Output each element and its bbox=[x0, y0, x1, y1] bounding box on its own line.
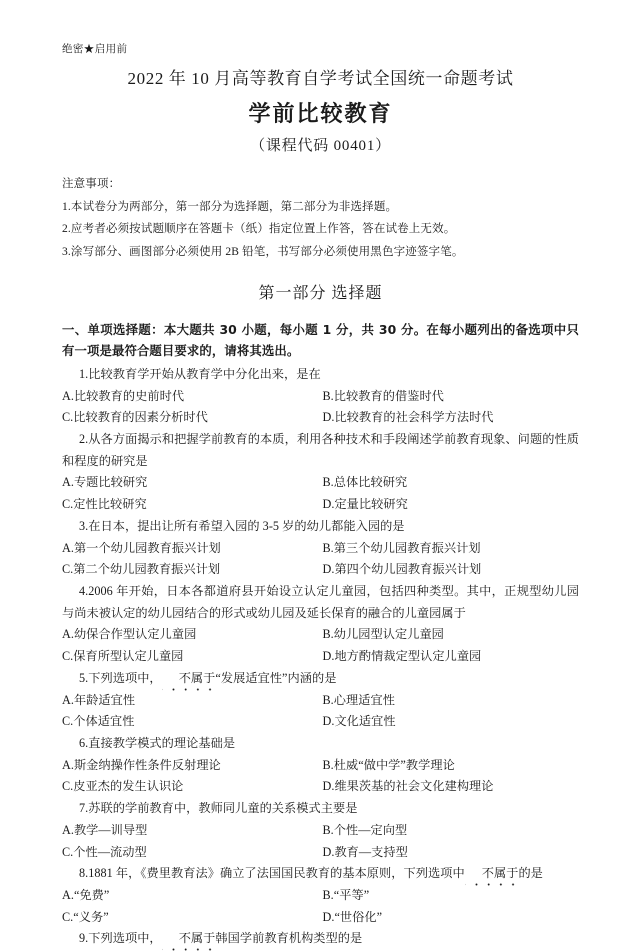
question-1-number: 1. bbox=[79, 366, 89, 381]
question-8-stem bbox=[62, 863, 579, 885]
question-9-number: 9. bbox=[79, 931, 89, 946]
question-6-text: 直接教学模式的理论基础是 bbox=[88, 736, 236, 750]
question-5-stem bbox=[62, 668, 579, 690]
question-7-option-a[interactable]: A.教学—训导型 bbox=[62, 822, 148, 837]
question-3-option-c[interactable]: C.第二个幼儿园教育振兴计划 bbox=[62, 562, 221, 577]
question-8-option-b[interactable]: B.“平等” bbox=[322, 888, 370, 903]
exam-title: 2022 年 10 月高等教育自学考试全国统一命题考试 bbox=[127, 68, 514, 88]
note-item-2: 2.应考者必须按试题顺序在答题卡（纸）指定位置上作答，答在试卷上无效。 bbox=[62, 223, 456, 236]
course-title: 学前比较教育 bbox=[248, 101, 393, 127]
question-6-option-d[interactable]: D.维果茨基的社会文化建构理论 bbox=[322, 779, 494, 794]
question-1-option-c[interactable]: C.比较教育的因素分析时代 bbox=[62, 410, 208, 425]
question-4-options bbox=[62, 624, 579, 667]
question-7-text: 苏联的学前教育中，教师同儿童的关系模式主要是 bbox=[88, 801, 358, 816]
question-3-option-b[interactable]: B.第三个幼儿园教育振兴计划 bbox=[322, 540, 481, 555]
question-7-option-d[interactable]: D.教育—支持型 bbox=[322, 844, 408, 859]
question-4-stem bbox=[62, 581, 579, 624]
question-2-option-d[interactable]: D.定量比较研究 bbox=[322, 497, 408, 512]
question-7-number: 7. bbox=[79, 801, 89, 816]
question-4-text: 2006 年开始，日本各都道府县开始设立认定儿童园，包括四种类型。其中，正规型幼儿园与尚未被认定的幼儿园结合的形式或幼儿园及延长保育的融合的儿童园属于 bbox=[62, 583, 579, 620]
question-5-text-before: 下列选项中， bbox=[88, 670, 162, 685]
note-item-3: 3.涂写部分、画图部分必须使用 2B 铅笔，书写部分必须使用黑色字迹签字笔。 bbox=[62, 245, 464, 258]
question-7-option-c[interactable]: C.个性—流动型 bbox=[62, 844, 147, 859]
question-4-number: 4. bbox=[79, 583, 89, 598]
question-5-option-d[interactable]: D.文化适宜性 bbox=[322, 714, 396, 729]
question-1-stem bbox=[62, 364, 579, 386]
question-7-stem bbox=[62, 798, 579, 820]
secrecy-mark: 绝密★启用前 bbox=[62, 44, 128, 55]
question-5-option-c[interactable]: C.个体适宜性 bbox=[62, 714, 135, 729]
question-1 bbox=[62, 364, 579, 429]
question-9-text-after: 韩国学前教育机构类型的是 bbox=[215, 931, 363, 946]
question-6 bbox=[62, 733, 579, 798]
part-heading: 第一部分 选择题 bbox=[258, 285, 383, 303]
question-6-option-b[interactable]: B.杜威“做中学”教学理论 bbox=[322, 757, 455, 772]
question-4 bbox=[62, 581, 579, 668]
question-2-number: 2. bbox=[79, 431, 89, 446]
question-1-option-d[interactable]: D.比较教育的社会科学方法时代 bbox=[322, 410, 494, 425]
question-2-option-b[interactable]: B.总体比较研究 bbox=[322, 475, 408, 490]
question-8-options bbox=[62, 885, 579, 928]
question-4-option-c[interactable]: C.保育所型认定儿童园 bbox=[62, 649, 184, 664]
question-9 bbox=[62, 928, 579, 950]
question-6-options bbox=[62, 755, 579, 798]
question-8-option-c[interactable]: C.“义务” bbox=[62, 909, 109, 924]
question-7 bbox=[62, 798, 579, 863]
question-2 bbox=[62, 429, 579, 516]
question-5-emphasis: 不属于 bbox=[162, 668, 216, 690]
question-9-stem bbox=[62, 928, 579, 950]
question-2-options bbox=[62, 472, 579, 515]
question-4-option-d[interactable]: D.地方酌情裁定型认定儿童园 bbox=[322, 649, 482, 664]
notes-heading: 注意事项： bbox=[62, 178, 121, 191]
question-5-text-after: “发展适宜性”内涵的是 bbox=[215, 670, 337, 685]
question-3-option-a[interactable]: A.第一个幼儿园教育振兴计划 bbox=[62, 540, 221, 555]
question-3-options bbox=[62, 538, 579, 581]
question-8 bbox=[62, 863, 579, 928]
question-4-option-a[interactable]: A.幼保合作型认定儿童园 bbox=[62, 627, 197, 642]
question-1-option-a[interactable]: A.比较教育的史前时代 bbox=[62, 388, 185, 403]
question-7-option-b[interactable]: B.个性—定向型 bbox=[322, 822, 408, 837]
question-list bbox=[62, 364, 579, 950]
question-8-option-a[interactable]: A.“免费” bbox=[62, 888, 110, 903]
question-5 bbox=[62, 668, 579, 733]
question-2-text: 从各方面揭示和把握学前教育的本质，利用各种技术和手段阐述学前教育现象、问题的性质和程度的研究是 bbox=[62, 431, 579, 468]
question-9-emphasis: 不属于 bbox=[162, 928, 216, 950]
question-8-emphasis: 不属于 bbox=[465, 863, 519, 885]
question-2-stem bbox=[62, 429, 579, 472]
question-5-options bbox=[62, 690, 579, 733]
question-7-options bbox=[62, 820, 579, 863]
question-6-number: 6. bbox=[79, 736, 89, 750]
question-1-option-b[interactable]: B.比较教育的借鉴时代 bbox=[322, 388, 444, 403]
question-1-options bbox=[62, 386, 579, 429]
question-1-text: 比较教育学开始从教育学中分化出来，是在 bbox=[88, 366, 321, 381]
question-8-text-after: 的是 bbox=[518, 866, 543, 881]
question-8-number: 8. bbox=[79, 866, 89, 881]
question-5-option-b[interactable]: B.心理适宜性 bbox=[322, 692, 395, 707]
question-3-text: 在日本，提出让所有希望入园的 3-5 岁的幼儿都能入园的是 bbox=[88, 518, 405, 533]
note-item-1: 1.本试卷分为两部分，第一部分为选择题，第二部分为非选择题。 bbox=[62, 200, 398, 213]
question-3-number: 3. bbox=[79, 518, 89, 533]
question-8-option-d[interactable]: D.“世俗化” bbox=[322, 909, 383, 924]
course-code: （课程代码 00401） bbox=[250, 137, 391, 154]
question-8-text-before: 1881 年，《费里教育法》确立了法国国民教育的基本原则，下列选项中 bbox=[88, 866, 465, 881]
question-6-option-a[interactable]: A.斯金纳操作性条件反射理论 bbox=[62, 757, 221, 772]
question-5-option-a[interactable]: A.年龄适宜性 bbox=[62, 692, 136, 707]
question-4-option-b[interactable]: B.幼儿园型认定儿童园 bbox=[322, 627, 444, 642]
question-2-option-a[interactable]: A.专题比较研究 bbox=[62, 475, 148, 490]
question-3-option-d[interactable]: D.第四个幼儿园教育振兴计划 bbox=[322, 562, 482, 577]
question-9-text-before: 下列选项中， bbox=[88, 931, 162, 946]
question-6-stem bbox=[62, 733, 579, 755]
question-2-option-c[interactable]: C.定性比较研究 bbox=[62, 497, 147, 512]
question-5-number: 5. bbox=[79, 670, 89, 685]
question-6-option-c[interactable]: C.皮亚杰的发生认识论 bbox=[62, 779, 184, 794]
question-3 bbox=[62, 516, 579, 581]
section-intro: 一、单项选择题：本大题共 30 小题，每小题 1 分，共 30 分。在每小题列出的备选项中只有一项是最符合题目要求的，请将其选出。 bbox=[62, 322, 579, 359]
exam-notes bbox=[62, 173, 579, 263]
question-3-stem bbox=[62, 516, 579, 538]
